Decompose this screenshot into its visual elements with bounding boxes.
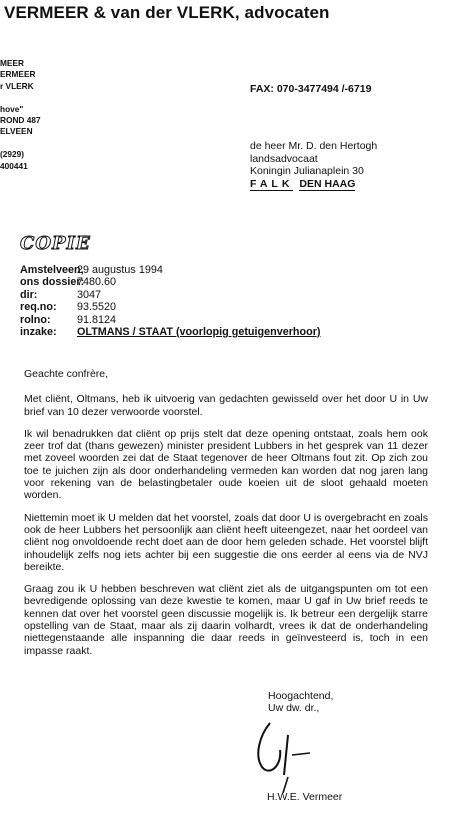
- addressee-postcode: FALK: [250, 177, 294, 190]
- reference-value: 7480.60: [77, 276, 117, 289]
- sender-line: r VLERK: [0, 80, 34, 91]
- reference-value: 29 augustus 1994: [77, 264, 163, 276]
- body-paragraph: Ik wil benadrukken dat cliënt op prijs stelt dat deze opening ontstaat, zoals hem ook zeer trof dat (thans gewezen) minister president Lubbers in het gesprek van 11 dezer met zoveel woorden zei dat de Staat tegenover de heer Oltmans fout zit. Op zich zou toe te juichen zijn als door onderhandeling vermeden kan worden dat nog jaren lang voor rekening van de belastingbetaler oude koeien uit de sloot gehaald moeten worden.: [24, 427, 428, 502]
- sender-line: MEER: [0, 58, 24, 68]
- sender-line: [0, 138, 41, 149]
- closing-sign-off: Uw dw. dr.,: [268, 702, 320, 715]
- reference-row: [20, 301, 321, 313]
- reference-row: [20, 326, 321, 338]
- addressee-block: [250, 140, 377, 190]
- reference-row: [20, 264, 321, 276]
- fax-number: FAX: 070-3477494 /-6719: [250, 83, 372, 95]
- sender-line: [0, 92, 41, 103]
- reference-key: rolno:: [20, 313, 51, 326]
- sender-line: ELVEEN: [0, 126, 33, 137]
- sender-address-block: [0, 58, 41, 172]
- letter-body: [24, 368, 428, 667]
- copie-stamp: COPIE: [20, 233, 91, 254]
- reference-row: [20, 314, 321, 326]
- reference-key: req.no:: [20, 301, 57, 314]
- addressee-title: landsadvocaat: [250, 152, 318, 165]
- reference-value: 3047: [77, 288, 102, 301]
- body-paragraph: Niettemin moet ik U melden dat het voorstel, zoals dat door U is overgebracht en zoals ook de heer Lubbers het persoonlijk aan cliënt heeft uiteengezet, naar het oordeel van cliënt nog onvoldoende recht doet aan de door hem geleden schade. Het voorstel blijft inhoudelijk zelfs nog iets achter bij een suggestie die ons eerder al eens via de NVJ bereikte.: [24, 511, 428, 573]
- reference-key: ons dossier:: [20, 276, 85, 289]
- body-paragraph: Graag zou ik U hebben beschreven wat cliënt ziet als de uitgangspunten om tot een bevredigende oplossing van deze kwestie te komen, maar U gaf in Uw brief reeds te kennen dat over het voorstel geen discussie mogelijk is. Ik betreur een dergelijk starre opstelling van de Staat, maar als zij daarin volhardt, vrees ik dat de onderhandeling niettegenstaande alle inspanning die daar reeds in geïnvesteerd is, toch in een impasse raakt.: [24, 583, 428, 657]
- sender-line: ROND 487: [0, 115, 41, 126]
- addressee-city: DEN HAAG: [299, 177, 356, 190]
- reference-subject: OLTMANS / STAAT (voorlopig getuigenverhoor): [77, 326, 321, 339]
- handwritten-signature: [240, 705, 350, 795]
- reference-row: [20, 289, 321, 301]
- closing-greeting: Hoogachtend,: [268, 690, 334, 702]
- sender-line: 400441: [0, 160, 28, 171]
- reference-value: 91.8124: [77, 313, 117, 326]
- salutation: Geachte confrère,: [24, 368, 109, 380]
- signer-name: H.W.E. Vermeer: [267, 791, 343, 803]
- letterhead-firm-name: VERMEER & van der VLERK, advocaten: [4, 3, 330, 22]
- addressee-city-line: [250, 178, 377, 191]
- reference-value: 93.5520: [77, 301, 117, 314]
- reference-row: [20, 276, 321, 288]
- addressee-street: Koningin Julianaplein 30: [250, 165, 364, 178]
- reference-block: [20, 264, 321, 338]
- sender-line: (2929): [0, 149, 24, 160]
- reference-key: Amstelveen,: [20, 264, 84, 276]
- reference-key: inzake:: [20, 326, 57, 339]
- sender-line: hove": [0, 103, 24, 114]
- sender-line: ERMEER: [0, 69, 36, 80]
- reference-key: dir:: [20, 288, 38, 301]
- body-paragraph: Met cliënt, Oltmans, heb ik uitvoerig van gedachten gewisseld over het door U in Uw brief van 10 dezer verwoorde voorstel.: [24, 393, 428, 418]
- addressee-name: de heer Mr. D. den Hertogh: [250, 140, 378, 152]
